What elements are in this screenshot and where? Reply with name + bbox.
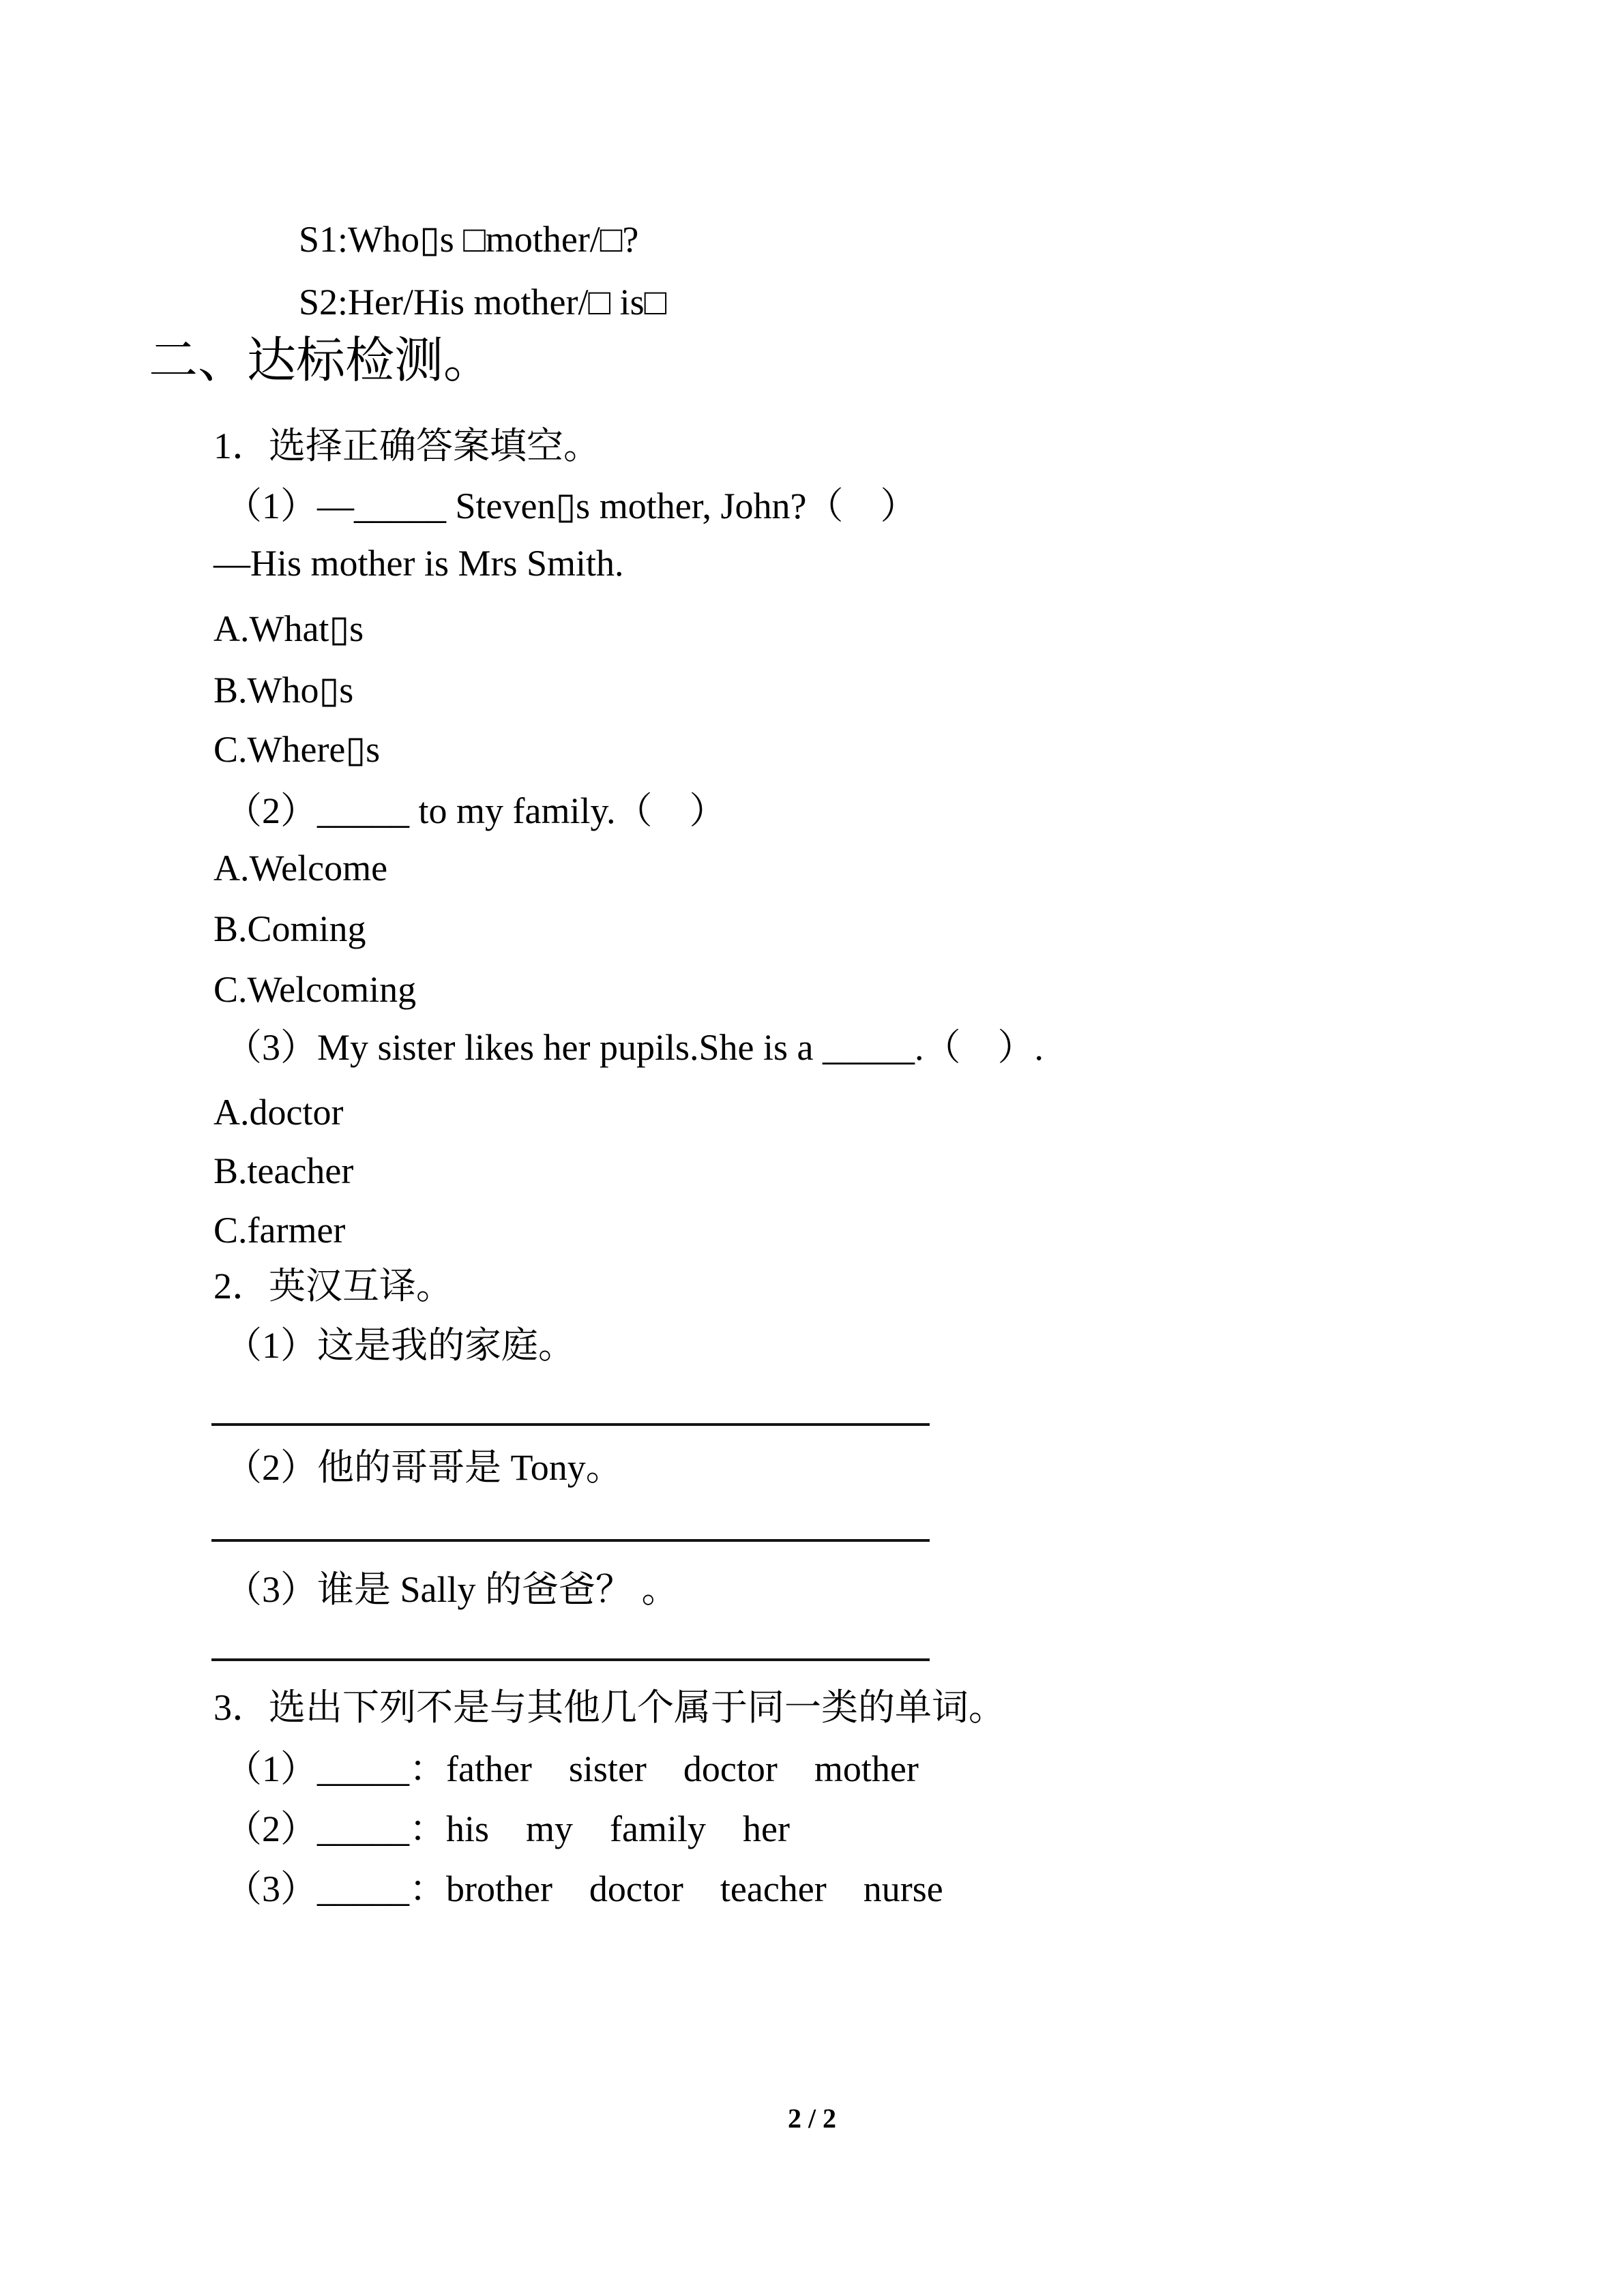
task1-q1-stem: （1）—_____ Steven▯s mother, John?（ ）: [225, 486, 917, 526]
dialogue-line-s2: S2:Her/His mother/□ is□: [299, 282, 667, 323]
task3-item-1: （1）_____：father sister doctor mother: [225, 1748, 919, 1789]
section-heading: 二、达标检测。: [149, 333, 493, 388]
task3-item-2: （2）_____：his my family her: [225, 1808, 790, 1849]
task1-title: 1．选择正确答案填空。: [213, 426, 600, 466]
task1-q1-response: —His mother is Mrs Smith.: [213, 543, 624, 584]
task1-q2-option-a: A.Welcome: [213, 848, 388, 889]
task1-q3-option-c: C.farmer: [213, 1210, 346, 1251]
task3-title: 3．选出下列不是与其他几个属于同一类的单词。: [213, 1687, 1005, 1728]
task1-q1-option-a: A.What▯s: [213, 608, 364, 649]
answer-line-2: [211, 1539, 930, 1542]
task1-q1-option-b: B.Who▯s: [213, 670, 354, 711]
task1-q2-stem: （2）_____ to my family.（ ）: [225, 790, 726, 831]
task2-item-3: （3）谁是 Sally 的爸爸？ 。: [225, 1569, 679, 1610]
page-number: 2 / 2: [787, 2103, 837, 2134]
answer-line-3: [211, 1658, 930, 1661]
task1-q3-stem: （3）My sister likes her pupils.She is a _____.（ ）.: [225, 1027, 1044, 1068]
task3-item-3: （3）_____：brother doctor teacher nurse: [225, 1868, 943, 1909]
task2-item-2: （2）他的哥哥是 Tony。: [225, 1447, 623, 1488]
task1-q2-option-c: C.Welcoming: [213, 969, 417, 1010]
answer-line-1: [211, 1423, 930, 1426]
task2-item-1: （1）这是我的家庭。: [225, 1325, 575, 1366]
task1-q2-option-b: B.Coming: [213, 908, 366, 949]
task1-q1-option-c: C.Where▯s: [213, 729, 381, 770]
task1-q3-option-a: A.doctor: [213, 1092, 344, 1133]
task1-q3-option-b: B.teacher: [213, 1150, 354, 1191]
task2-title: 2．英汉互译。: [213, 1266, 453, 1307]
dialogue-line-s1: S1:Who▯s □mother/□?: [299, 219, 639, 260]
